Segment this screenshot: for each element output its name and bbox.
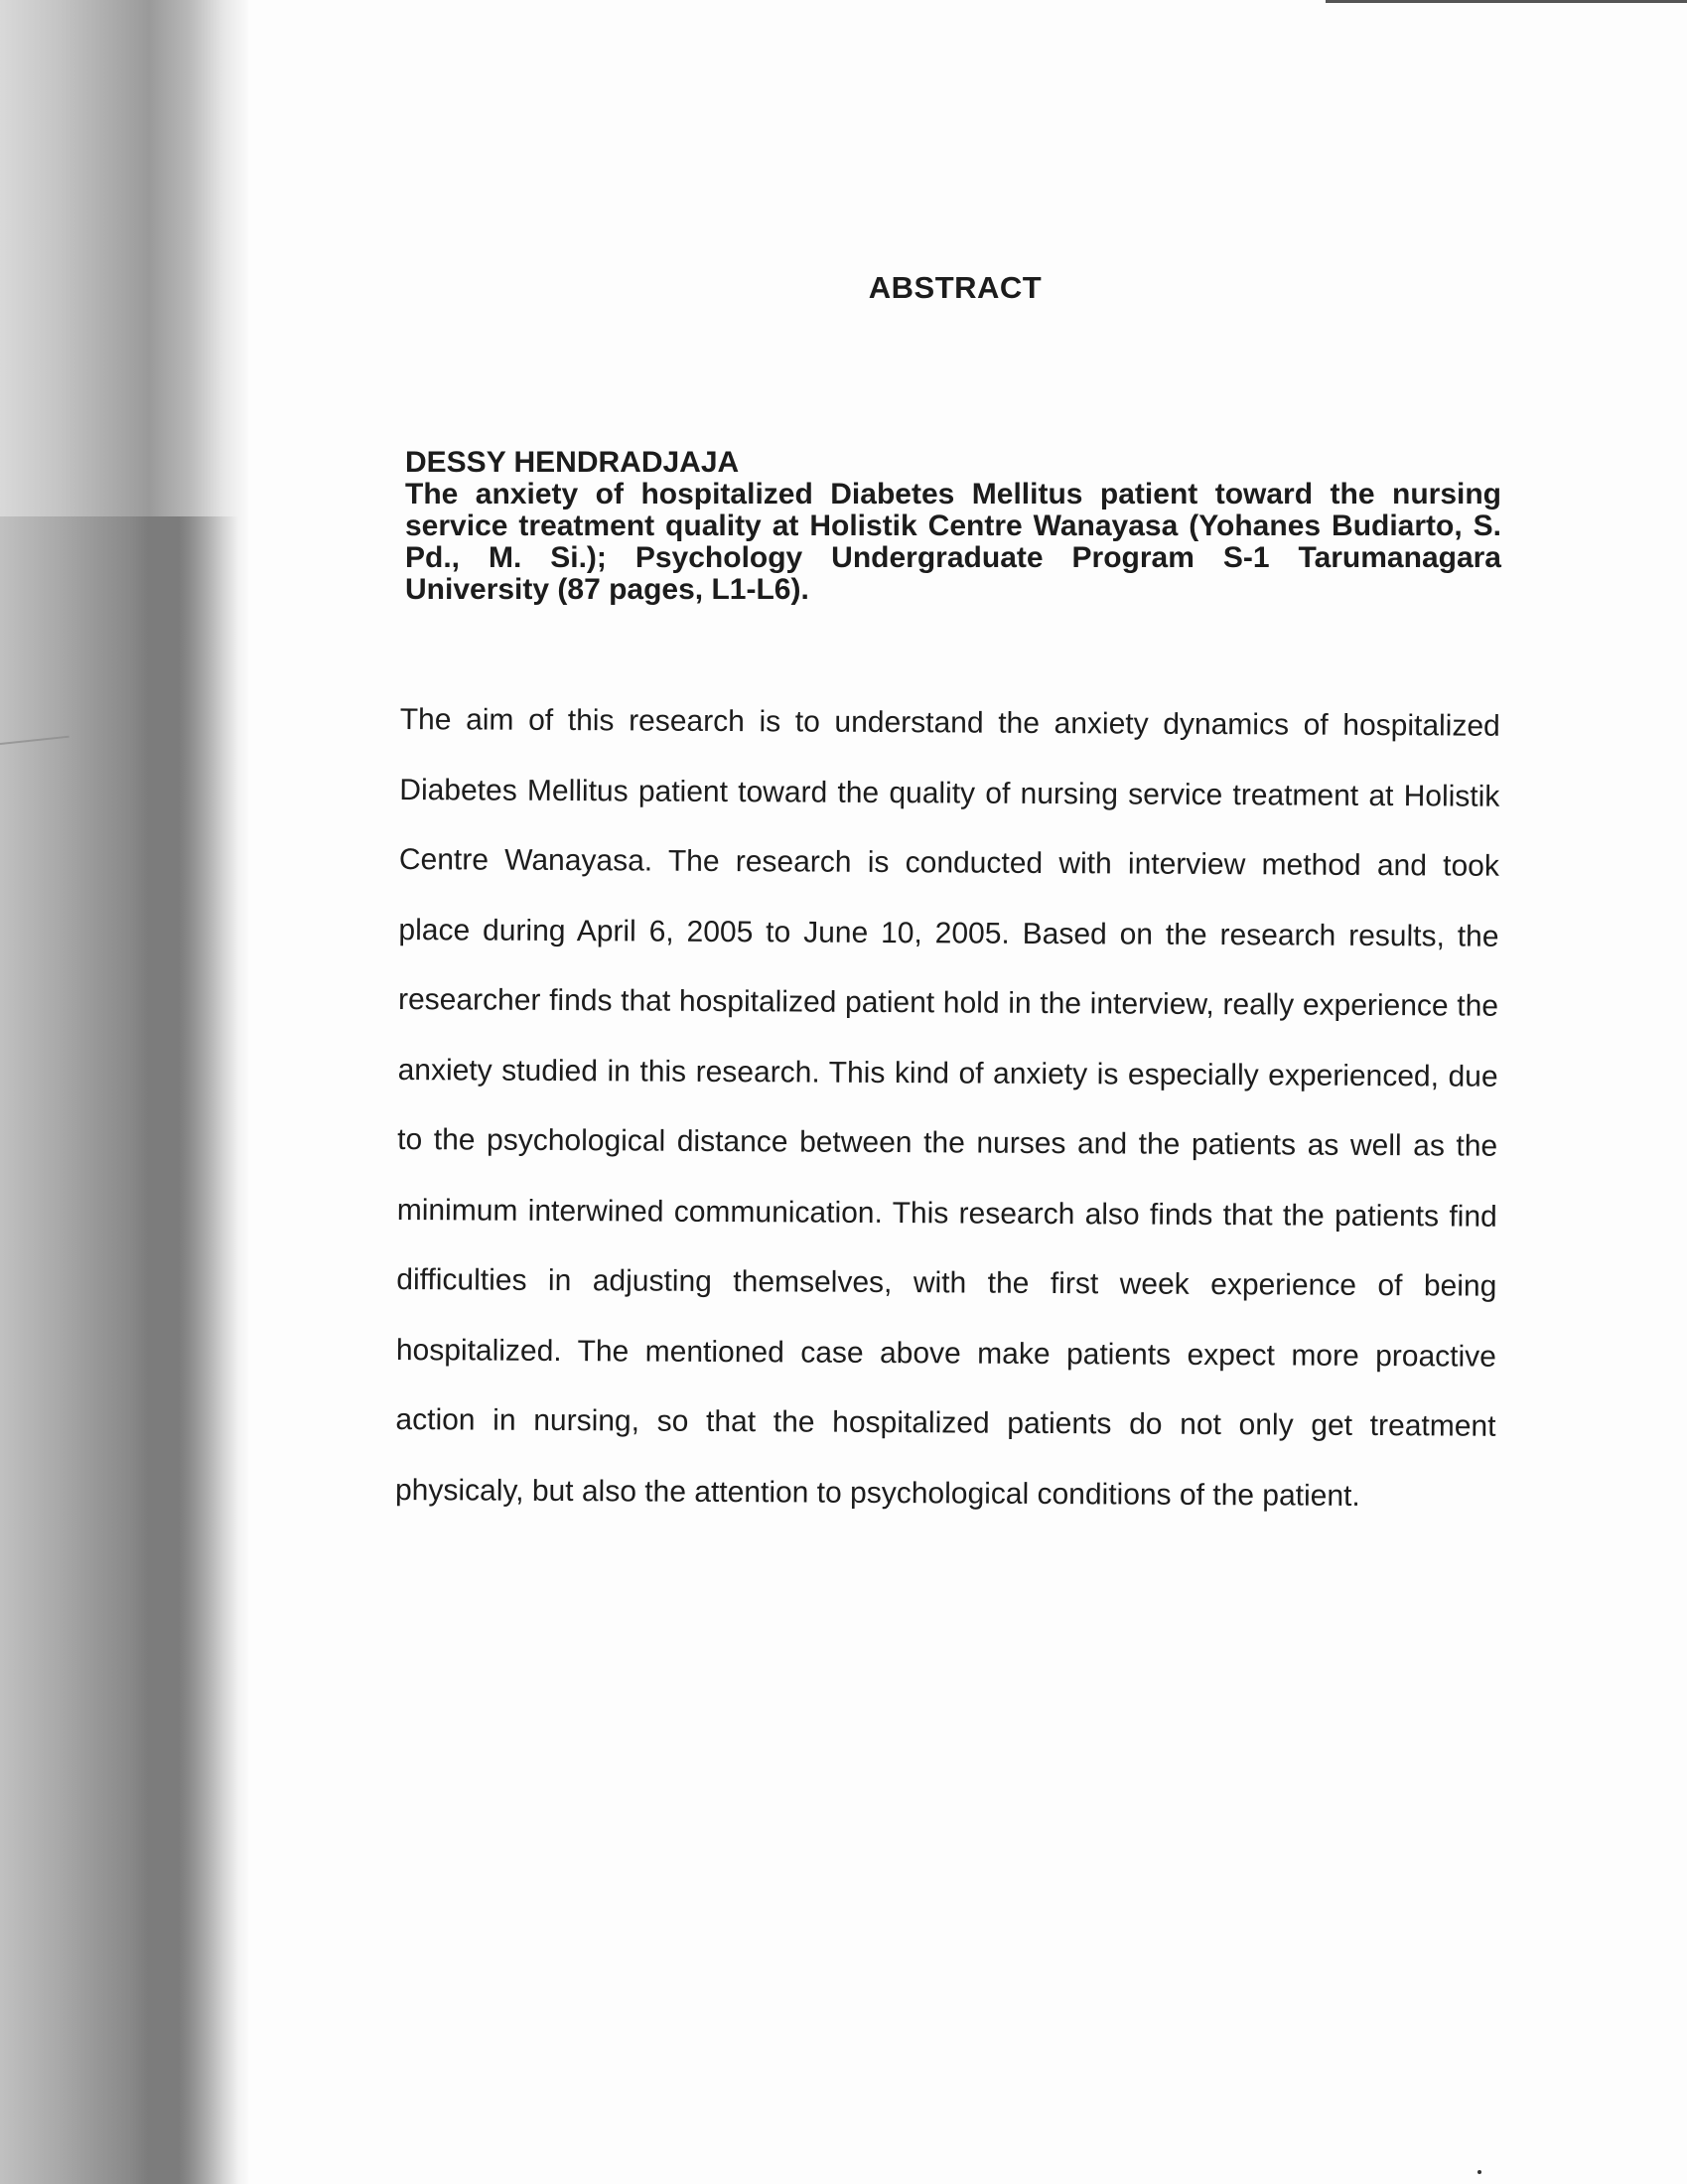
scan-dot	[1477, 2170, 1481, 2174]
page-title: ABSTRACT	[868, 270, 1043, 305]
top-edge-rule	[1326, 0, 1687, 3]
thesis-citation: The anxiety of hospitalized Diabetes Mellitus patient toward the nursing service treatment quality at Holistik Centre Wanayasa (Yohanes Budiarto, S. Pd., M. Si.); Psychology Undergraduate Program S-1 Tarumanagara University (87 pages, L1-L6).	[405, 478, 1501, 606]
binding-shadow-dark	[0, 516, 238, 2184]
abstract-body: The aim of this research is to understand the anxiety dynamics of hospitalized Diabetes Mellitus patient toward the quality of nursing service treatment at Holistik Centre Wanayasa. The research is conducted with interview method and took place during April 6, 2005 to June 10, 2005. Based on the research results, the researcher finds that hospitalized patient hold in the interview, really experience the anxiety studied in this research. This kind of anxiety is especially experienced, due to the psychological distance between the nurses and the patients as well as the minimum interwined communication. This research also finds that the patients find difficulties in adjusting themselves, with the first week experience of being hospitalized. The mentioned case above make patients expect more proactive action in nursing, so that the hospitalized patients do not only get treatment physicaly, but also the attention to psychological conditions of the patient.	[394, 702, 1500, 1513]
abstract-header	[405, 447, 1501, 606]
author-name: DESSY HENDRADJAJA	[405, 446, 740, 479]
